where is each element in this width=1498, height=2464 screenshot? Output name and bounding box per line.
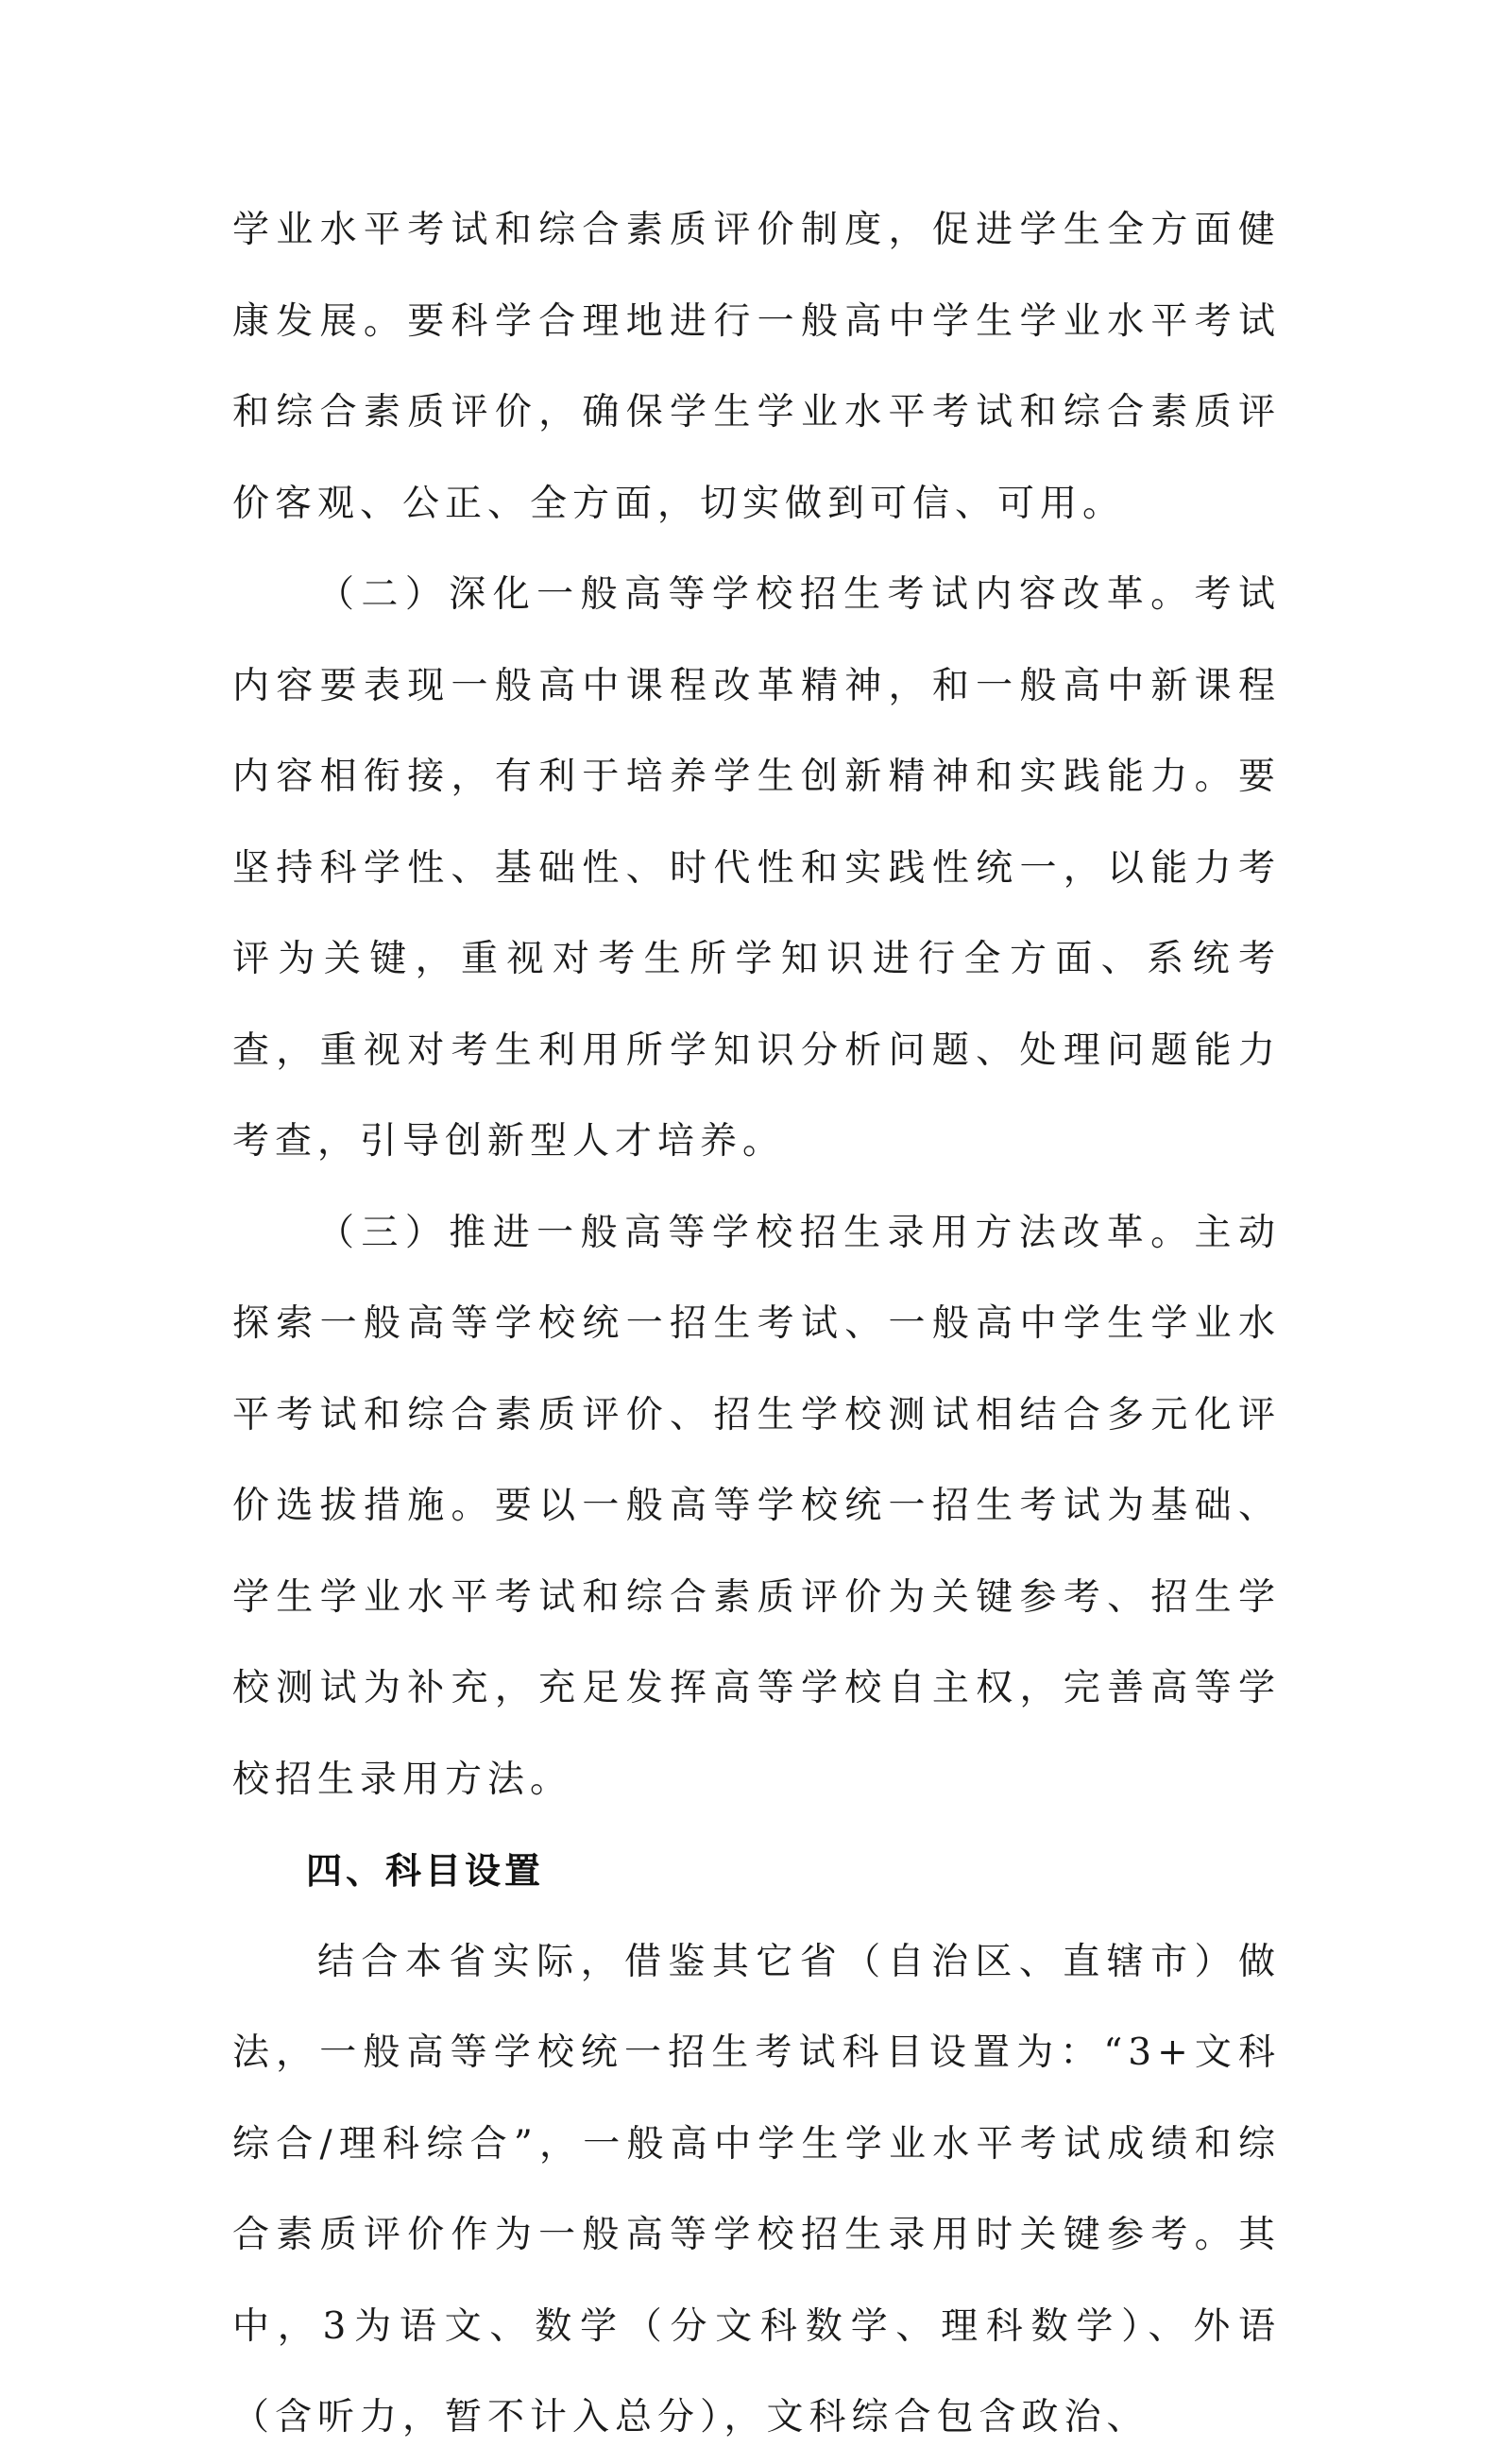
document-body	[232, 185, 1281, 2464]
paragraph-subject-setup: 结合本省实际，借鉴其它省（自治区、直辖市）做法，一般高等学校统一招生考试科目设置为：“3+文科综合/理科综合”，一般高中学生学业水平考试成绩和综合素质评价作为一般高等学校招生录用时关键参考。其中，3为语文、数学（分文科数学、理科数学）、外语（含听力，暂不计入总分），文科综合包含政治、	[232, 1940, 1281, 2439]
paragraph-admission-method-reform: （三）推进一般高等学校招生录用方法改革。主动探索一般高等学校统一招生考试、一般高中学生学业水平考试和综合素质评价、招生学校测试相结合多元化评价选拔措施。要以一般高等学校统一招生考试为基础、学生学业水平考试和综合素质评价为关键参考、招生学校测试为补充，充足发挥高等学校自主权，完善高等学校招生录用方法。	[232, 1211, 1281, 1801]
paragraph-evaluation-system: 学业水平考试和综合素质评价制度，促进学生全方面健康发展。要科学合理地进行一般高中学生学业水平考试和综合素质评价，确保学生学业水平考试和综合素质评价客观、公正、全方面，切实做到可信、可用。	[232, 209, 1281, 525]
section-heading-subject-setup: 四、科目设置	[306, 1850, 545, 1892]
paragraph-exam-content-reform: （二）深化一般高等学校招生考试内容改革。考试内容要表现一般高中课程改革精神，和一般高中新课程内容相衔接，有利于培养学生创新精神和实践能力。要坚持科学性、基础性、时代性和实践性统一，以能力考评为关键，重视对考生所学知识进行全方面、系统考查，重视对考生利用所学知识分析问题、处理问题能力考查，引导创新型人才培养。	[232, 573, 1281, 1163]
